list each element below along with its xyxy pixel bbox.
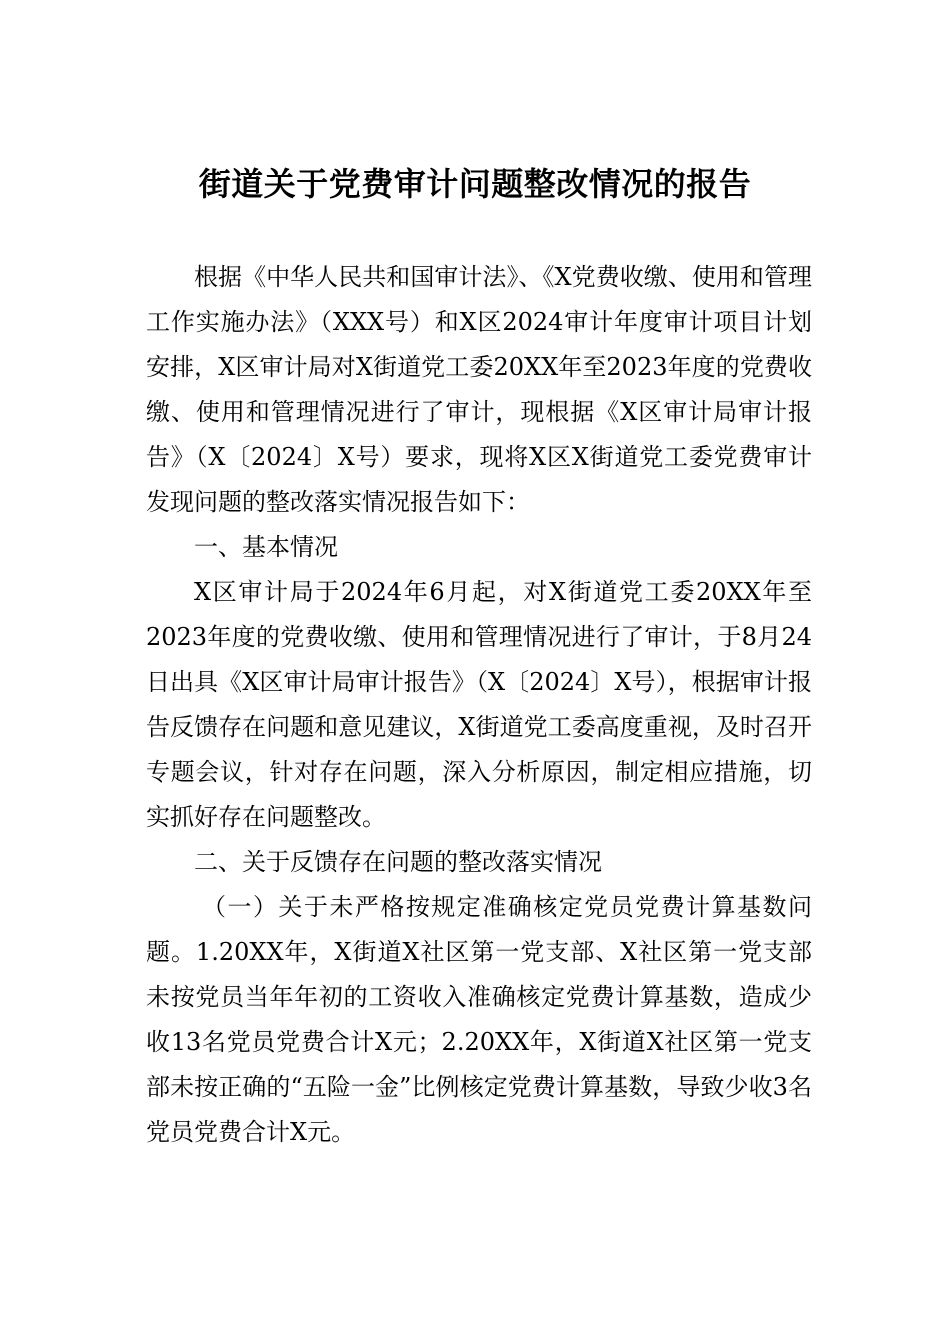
document-body <box>146 255 812 1155</box>
rectification-item-1: （一）关于未严格按规定准确核定党员党费计算基数问题。1.20XX年，X街道X社区第一党支部、X社区第一党支部未按党员当年年初的工资收入准确核定党费计算基数，造成少收13名党员党费合计X元；2.20XX年，X街道X社区第一党支部未按正确的“五险一金”比例核定党费计算基数，导致少收3名党员党费合计X元。 <box>146 893 812 1146</box>
section-heading-rectification: 二、关于反馈存在问题的整改落实情况 <box>194 848 602 876</box>
basic-situation-paragraph: X区审计局于2024年6月起，对X街道党工委20XX年至2023年度的党费收缴、使用和管理情况进行了审计，于8月24日出具《X区审计局审计报告》（X〔2024〕X号），根据审计报告反馈存在问题和意见建议，X街道党工委高度重视，及时召开专题会议，针对存在问题，深入分析原因，制定相应措施，切实抓好存在问题整改。 <box>146 578 812 831</box>
document-title: 街道关于党费审计问题整改情况的报告 <box>198 165 752 203</box>
section-heading-basic-situation: 一、基本情况 <box>194 533 338 561</box>
intro-paragraph: 根据《中华人民共和国审计法》、《X党费收缴、使用和管理工作实施办法》（XXX号）和X区2024审计年度审计项目计划安排，X区审计局对X街道党工委20XX年至2023年度的党费收缴、使用和管理情况进行了审计，现根据《X区审计局审计报告》（X〔2024〕X号）要求，现将X区X街道党工委党费审计发现问题的整改落实情况报告如下： <box>146 263 812 516</box>
